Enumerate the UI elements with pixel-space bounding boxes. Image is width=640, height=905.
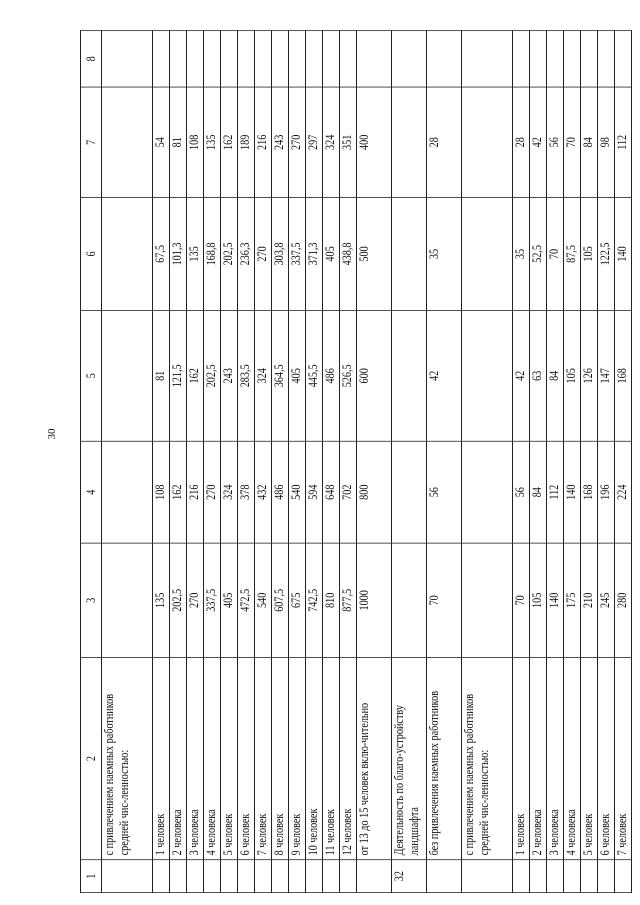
value-cell-col-4: 84	[530, 441, 547, 543]
value-cell-col-7: 81	[170, 87, 187, 197]
value-cell-col-6	[102, 198, 153, 311]
value-cell-col-3: 105	[530, 543, 547, 657]
value-cell-col-4: 224	[615, 441, 632, 543]
value-cell-col-8	[306, 31, 323, 87]
value-cell-col-4: 56	[513, 441, 530, 543]
value-cell-col-7: 400	[357, 87, 392, 197]
row-number-cell	[153, 860, 170, 893]
table-row	[153, 31, 170, 893]
value-cell-col-7: 297	[306, 87, 323, 197]
value-cell-col-3: 175	[564, 543, 581, 657]
value-cell-col-4: 432	[255, 441, 272, 543]
value-cell-col-8	[153, 31, 170, 87]
row-label-cell: без привлечения наемных работников	[427, 658, 462, 860]
value-cell-col-4: 648	[323, 441, 340, 543]
value-cell-col-7: 70	[564, 87, 581, 197]
value-cell-col-3: 245	[598, 543, 615, 657]
value-cell-col-4	[392, 441, 427, 543]
value-cell-col-8	[581, 31, 598, 87]
value-cell-col-6: 105	[581, 198, 598, 311]
value-cell-col-7: 42	[530, 87, 547, 197]
value-cell-col-8	[392, 31, 427, 87]
value-cell-col-8	[462, 31, 513, 87]
value-cell-col-6	[392, 198, 427, 311]
row-number-cell	[170, 860, 187, 893]
value-cell-col-4: 196	[598, 441, 615, 543]
table-row	[564, 31, 581, 893]
row-label-cell: 12 человек	[340, 658, 357, 860]
value-cell-col-3: 280	[615, 543, 632, 657]
value-cell-col-8	[289, 31, 306, 87]
row-number-cell: 32	[392, 860, 427, 893]
value-cell-col-4: 112	[547, 441, 564, 543]
row-label-cell: 3 человека	[187, 658, 204, 860]
value-cell-col-4: 140	[564, 441, 581, 543]
value-cell-col-4: 270	[204, 441, 221, 543]
row-label-cell: 5 человек	[581, 658, 598, 860]
value-cell-col-5: 168	[615, 310, 632, 441]
row-number-cell	[564, 860, 581, 893]
value-cell-col-3: 202,5	[170, 543, 187, 657]
table-row	[462, 31, 513, 893]
value-cell-col-8	[102, 31, 153, 87]
value-cell-col-5: 126	[581, 310, 598, 441]
value-cell-col-4	[462, 441, 513, 543]
value-cell-col-8	[427, 31, 462, 87]
row-number-cell	[357, 860, 392, 893]
row-number-cell	[204, 860, 221, 893]
row-number-cell	[187, 860, 204, 893]
row-number-cell	[598, 860, 615, 893]
value-cell-col-6: 371,3	[306, 198, 323, 311]
value-cell-col-5: 283,5	[238, 310, 255, 441]
row-label-cell: 5 человек	[221, 658, 238, 860]
value-cell-col-5: 42	[427, 310, 462, 441]
value-cell-col-8	[238, 31, 255, 87]
table-row	[340, 31, 357, 893]
row-number-cell	[513, 860, 530, 893]
row-number-cell	[221, 860, 238, 893]
row-label-cell: 6 человек	[598, 658, 615, 860]
table-row	[530, 31, 547, 893]
value-cell-col-4: 702	[340, 441, 357, 543]
value-cell-col-5: 600	[357, 310, 392, 441]
value-cell-col-5: 147	[598, 310, 615, 441]
value-cell-col-5: 84	[547, 310, 564, 441]
value-cell-col-6: 168,8	[204, 198, 221, 311]
value-cell-col-4: 216	[187, 441, 204, 543]
value-cell-col-3: 540	[255, 543, 272, 657]
value-cell-col-4: 324	[221, 441, 238, 543]
value-cell-col-5: 445,5	[306, 310, 323, 441]
value-cell-col-6: 270	[255, 198, 272, 311]
table-row	[581, 31, 598, 893]
value-cell-col-4: 800	[357, 441, 392, 543]
value-cell-col-8	[615, 31, 632, 87]
value-cell-col-3: 877,5	[340, 543, 357, 657]
value-cell-col-7	[392, 87, 427, 197]
value-cell-col-7: 324	[323, 87, 340, 197]
value-cell-col-8	[357, 31, 392, 87]
table-row	[204, 31, 221, 893]
value-cell-col-6: 140	[615, 198, 632, 311]
value-cell-col-5: 324	[255, 310, 272, 441]
header-col-8: 8	[81, 31, 102, 87]
row-label-cell: 11 человек	[323, 658, 340, 860]
table-row	[221, 31, 238, 893]
row-label-cell: от 13 до 15 человек вклю-чительно	[357, 658, 392, 860]
value-cell-col-5: 105	[564, 310, 581, 441]
value-cell-col-7: 98	[598, 87, 615, 197]
value-cell-col-7: 270	[289, 87, 306, 197]
value-cell-col-8	[170, 31, 187, 87]
value-cell-col-6: 87,5	[564, 198, 581, 311]
table-row	[289, 31, 306, 893]
value-cell-col-3: 1000	[357, 543, 392, 657]
row-number-cell	[102, 860, 153, 893]
value-cell-col-8	[323, 31, 340, 87]
row-number-cell	[340, 860, 357, 893]
value-cell-col-6: 202,5	[221, 198, 238, 311]
value-cell-col-8	[598, 31, 615, 87]
row-label-cell: 10 человек	[306, 658, 323, 860]
value-cell-col-7: 162	[221, 87, 238, 197]
table-row	[357, 31, 392, 893]
row-label-cell: 4 человека	[204, 658, 221, 860]
value-cell-col-5: 526,5	[340, 310, 357, 441]
header-col-4: 4	[81, 441, 102, 543]
table-row	[547, 31, 564, 893]
value-cell-col-6: 67,5	[153, 198, 170, 311]
value-cell-col-7: 84	[581, 87, 598, 197]
value-cell-col-7: 351	[340, 87, 357, 197]
value-cell-col-7: 243	[272, 87, 289, 197]
row-number-cell	[272, 860, 289, 893]
row-label-cell: 3 человека	[547, 658, 564, 860]
value-cell-col-3: 135	[153, 543, 170, 657]
value-cell-col-5: 42	[513, 310, 530, 441]
row-label-cell: 7 человек	[615, 658, 632, 860]
value-cell-col-5: 121,5	[170, 310, 187, 441]
row-label-cell: 2 человека	[170, 658, 187, 860]
table-row	[255, 31, 272, 893]
table-row	[306, 31, 323, 893]
row-label-cell: 2 человека	[530, 658, 547, 860]
value-cell-col-8	[187, 31, 204, 87]
value-cell-col-6: 70	[547, 198, 564, 311]
value-cell-col-4: 378	[238, 441, 255, 543]
header-row	[81, 31, 102, 893]
value-cell-col-5	[462, 310, 513, 441]
table-row	[272, 31, 289, 893]
row-number-cell	[581, 860, 598, 893]
row-number-cell	[530, 860, 547, 893]
value-cell-col-3: 70	[427, 543, 462, 657]
value-cell-col-7	[102, 87, 153, 197]
row-number-cell	[547, 860, 564, 893]
row-label-cell: 8 человек	[272, 658, 289, 860]
row-label-cell: 4 человека	[564, 658, 581, 860]
document-table	[80, 30, 632, 893]
value-cell-col-4: 168	[581, 441, 598, 543]
value-cell-col-6: 337,5	[289, 198, 306, 311]
value-cell-col-3: 675	[289, 543, 306, 657]
page-number: 30	[46, 428, 58, 440]
value-cell-col-5: 243	[221, 310, 238, 441]
table-row	[187, 31, 204, 893]
table-row	[598, 31, 615, 893]
row-label-cell: с привлечением наемных работников средней чис-ленностью:	[462, 658, 513, 860]
value-cell-col-3: 140	[547, 543, 564, 657]
value-cell-col-7: 108	[187, 87, 204, 197]
value-cell-col-5: 202,5	[204, 310, 221, 441]
value-cell-col-5: 364,5	[272, 310, 289, 441]
table-row	[238, 31, 255, 893]
value-cell-col-3: 810	[323, 543, 340, 657]
header-col-7: 7	[81, 87, 102, 197]
value-cell-col-5: 63	[530, 310, 547, 441]
value-cell-col-6: 35	[427, 198, 462, 311]
value-cell-col-6: 135	[187, 198, 204, 311]
value-cell-col-3: 405	[221, 543, 238, 657]
value-cell-col-8	[255, 31, 272, 87]
table-row	[427, 31, 462, 893]
value-cell-col-6	[462, 198, 513, 311]
row-number-cell	[615, 860, 632, 893]
value-cell-col-4: 540	[289, 441, 306, 543]
value-cell-col-6: 122,5	[598, 198, 615, 311]
row-number-cell	[289, 860, 306, 893]
value-cell-col-7: 28	[427, 87, 462, 197]
value-cell-col-4: 162	[170, 441, 187, 543]
row-number-cell	[427, 860, 462, 893]
value-cell-col-3: 337,5	[204, 543, 221, 657]
value-cell-col-7: 54	[153, 87, 170, 197]
value-cell-col-3: 270	[187, 543, 204, 657]
value-cell-col-6: 303,8	[272, 198, 289, 311]
value-cell-col-3	[392, 543, 427, 657]
header-col-3: 3	[81, 543, 102, 657]
value-cell-col-6: 405	[323, 198, 340, 311]
value-cell-col-3: 472,5	[238, 543, 255, 657]
row-label-cell: 1 человек	[153, 658, 170, 860]
value-cell-col-4	[102, 441, 153, 543]
value-cell-col-8	[513, 31, 530, 87]
table-row	[102, 31, 153, 893]
value-cell-col-4: 56	[427, 441, 462, 543]
header-col-6: 6	[81, 198, 102, 311]
row-number-cell	[323, 860, 340, 893]
value-cell-col-7: 56	[547, 87, 564, 197]
header-col-5: 5	[81, 310, 102, 441]
value-cell-col-6: 500	[357, 198, 392, 311]
row-number-cell	[238, 860, 255, 893]
table-row	[323, 31, 340, 893]
value-cell-col-3: 210	[581, 543, 598, 657]
value-cell-col-8	[547, 31, 564, 87]
value-cell-col-3: 742,5	[306, 543, 323, 657]
value-cell-col-8	[530, 31, 547, 87]
value-cell-col-3: 607,5	[272, 543, 289, 657]
value-cell-col-7: 135	[204, 87, 221, 197]
value-cell-col-7: 112	[615, 87, 632, 197]
value-cell-col-3: 70	[513, 543, 530, 657]
header-col-2: 2	[81, 658, 102, 860]
value-cell-col-4: 486	[272, 441, 289, 543]
table-body	[102, 31, 632, 893]
row-number-cell	[462, 860, 513, 893]
value-cell-col-6: 438,8	[340, 198, 357, 311]
document-table-rotated	[80, 31, 629, 893]
value-cell-col-8	[564, 31, 581, 87]
value-cell-col-8	[204, 31, 221, 87]
row-number-cell	[306, 860, 323, 893]
row-label-cell: 6 человек	[238, 658, 255, 860]
row-label-cell: 7 человек	[255, 658, 272, 860]
table-row	[513, 31, 530, 893]
value-cell-col-6: 236,3	[238, 198, 255, 311]
value-cell-col-4: 108	[153, 441, 170, 543]
value-cell-col-8	[221, 31, 238, 87]
value-cell-col-7: 189	[238, 87, 255, 197]
value-cell-col-5: 405	[289, 310, 306, 441]
table-row	[615, 31, 632, 893]
value-cell-col-3	[102, 543, 153, 657]
value-cell-col-6: 52,5	[530, 198, 547, 311]
value-cell-col-5: 162	[187, 310, 204, 441]
value-cell-col-8	[272, 31, 289, 87]
value-cell-col-6: 35	[513, 198, 530, 311]
row-label-cell: Деятельность по благо-устройству ландшафта	[392, 658, 427, 860]
row-label-cell: с привлечением наемных работников средней чис-ленностью:	[102, 658, 153, 860]
value-cell-col-6: 101,3	[170, 198, 187, 311]
value-cell-col-8	[340, 31, 357, 87]
table-row	[392, 31, 427, 893]
value-cell-col-4: 594	[306, 441, 323, 543]
header-col-1: 1	[81, 860, 102, 893]
value-cell-col-5	[102, 310, 153, 441]
row-number-cell	[255, 860, 272, 893]
value-cell-col-7: 28	[513, 87, 530, 197]
value-cell-col-5: 486	[323, 310, 340, 441]
row-label-cell: 9 человек	[289, 658, 306, 860]
value-cell-col-7	[462, 87, 513, 197]
table-row	[170, 31, 187, 893]
value-cell-col-5	[392, 310, 427, 441]
value-cell-col-7: 216	[255, 87, 272, 197]
value-cell-col-5: 81	[153, 310, 170, 441]
value-cell-col-3	[462, 543, 513, 657]
row-label-cell: 1 человек	[513, 658, 530, 860]
